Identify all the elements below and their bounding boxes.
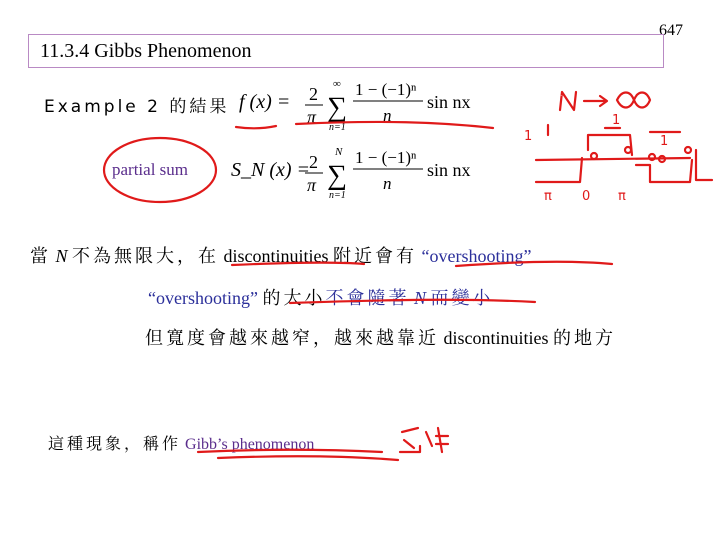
line2-var: N bbox=[413, 288, 426, 308]
sketch-dot-3 bbox=[649, 154, 655, 160]
line1-text-b: 不為無限大，在 bbox=[72, 246, 220, 267]
sketch-right-tail bbox=[696, 150, 712, 180]
noun-note-strokes bbox=[400, 428, 448, 452]
sketch-axis bbox=[536, 158, 690, 160]
example-label: Example 2 的結果 bbox=[44, 97, 230, 117]
formula-f-sigma: ∑ bbox=[327, 92, 347, 123]
formula-s bbox=[225, 144, 495, 200]
infinity-glyph bbox=[617, 93, 650, 108]
line3-text-a: 但寬度會越來越窄，越來越靠近 bbox=[145, 328, 439, 349]
sketch-value-mid: 1 bbox=[612, 113, 621, 128]
sketch-label-zero: 0 bbox=[582, 189, 591, 204]
formula-f-sum-lower: n=1 bbox=[329, 122, 346, 133]
n-to-inf-note: N → ∞ bbox=[556, 95, 563, 97]
line2-text-b: 不會隨著 bbox=[325, 288, 410, 309]
underline-gibbs-2 bbox=[218, 456, 398, 460]
sketch-dot-5 bbox=[685, 147, 691, 153]
sketch-dot-1 bbox=[591, 153, 597, 159]
line1-text-a: 當 bbox=[30, 246, 51, 267]
formula-f-coef-den: π bbox=[307, 107, 317, 127]
statement-line-2 bbox=[148, 284, 493, 310]
noun-note: 名詞 bbox=[400, 469, 405, 471]
formula-s-trig: sin nx bbox=[427, 160, 471, 180]
line3-term: discontinuities bbox=[443, 328, 549, 348]
line4-term: Gibb’s phenomenon bbox=[185, 436, 315, 453]
line3-text-b: 的地方 bbox=[553, 328, 616, 349]
sketch-label-pi-left: π bbox=[544, 189, 552, 204]
statement-line-3 bbox=[145, 324, 616, 350]
sketch-dot-2 bbox=[625, 147, 631, 153]
line1-term: discontinuities bbox=[223, 246, 329, 266]
formula-f-trig: sin nx bbox=[427, 92, 471, 112]
n-glyph bbox=[560, 92, 576, 110]
formula-f-frac-den: n bbox=[383, 106, 392, 125]
formula-s-sigma: ∑ bbox=[327, 160, 347, 191]
partial-sum-label: partial sum bbox=[112, 160, 189, 179]
sketch-label-pi-right: π bbox=[618, 189, 626, 204]
line1-var: N bbox=[55, 246, 68, 266]
statement-line-4 bbox=[48, 431, 314, 454]
formula-s-frac-den: n bbox=[383, 174, 392, 193]
formula-f-frac-num: 1 − (−1)ⁿ bbox=[355, 80, 417, 99]
line4-text-a: 這種現象，稱作 bbox=[48, 434, 182, 453]
sketch-low-left bbox=[536, 158, 582, 182]
sketch-dot-4 bbox=[659, 156, 665, 162]
formula-s-coef-num: 2 bbox=[309, 152, 318, 172]
line2-text-a: 的大小 bbox=[262, 288, 326, 309]
sketch-low-right bbox=[636, 160, 692, 182]
formula-f bbox=[225, 76, 495, 132]
formula-s-frac-num: 1 − (−1)ⁿ bbox=[355, 148, 417, 167]
arrow-glyph bbox=[584, 96, 607, 106]
formula-s-coef-den: π bbox=[307, 175, 317, 195]
formula-f-lhs: f (x) = bbox=[239, 91, 291, 113]
sketch-value-left: 1 bbox=[524, 129, 533, 144]
line1-quoted: “overshooting” bbox=[421, 246, 532, 266]
line2-text-c: 而變小 bbox=[430, 288, 494, 309]
formula-s-sum-upper: N bbox=[335, 146, 343, 158]
page-number: 647 bbox=[659, 22, 683, 39]
formula-f-sum-upper: ∞ bbox=[333, 78, 341, 90]
line2-quoted: “overshooting” bbox=[148, 288, 258, 308]
sketch-value-right: 1 bbox=[660, 134, 669, 149]
sketch-high bbox=[588, 135, 632, 155]
section-title: 11.3.4 Gibbs Phenomenon bbox=[40, 40, 252, 62]
formula-f-coef-num: 2 bbox=[309, 84, 318, 104]
formula-s-sum-lower: n=1 bbox=[329, 190, 346, 201]
statement-line-1 bbox=[30, 242, 531, 268]
line1-text-c: 附近會有 bbox=[333, 246, 418, 267]
formula-s-lhs: S_N (x) = bbox=[231, 159, 311, 181]
